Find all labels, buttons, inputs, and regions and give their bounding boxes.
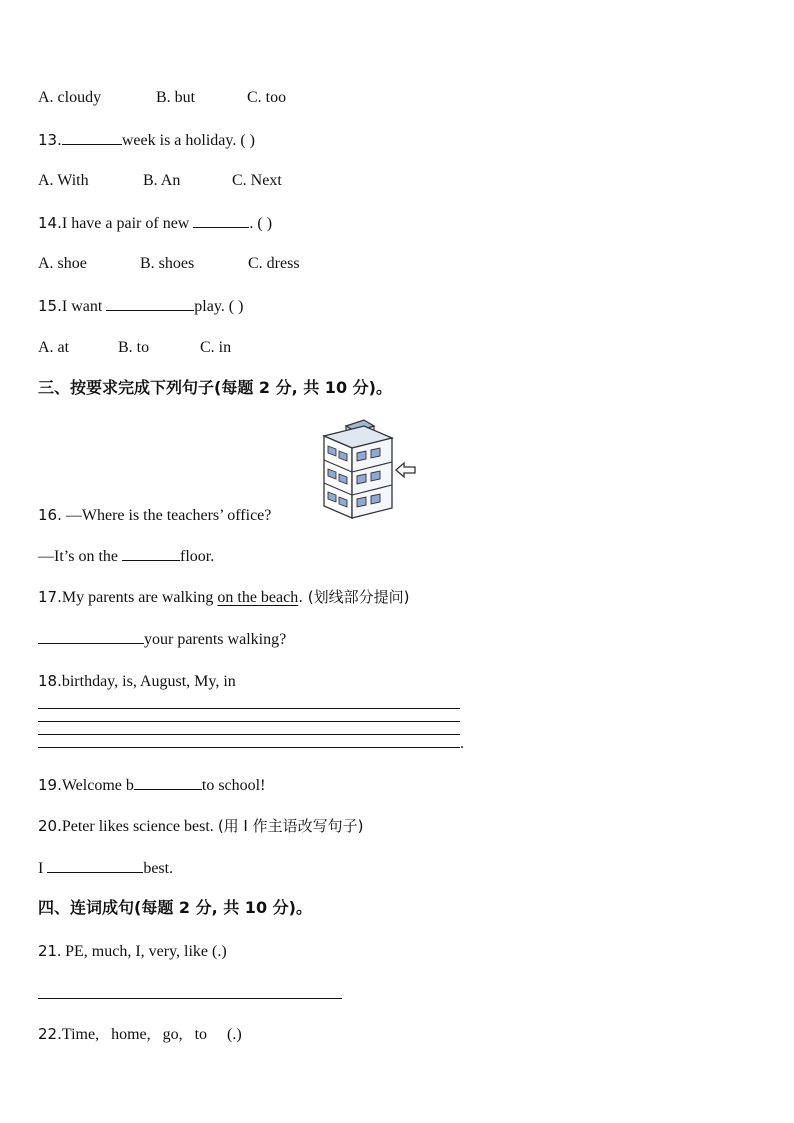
q15-option-a: A. at [38,339,70,356]
answer-prefix: —It’s on the [38,548,118,565]
answer-line[interactable] [38,708,460,709]
answer-blank[interactable] [62,130,122,145]
question-16 [38,505,271,526]
question-text: . PE, much, I, very, like (.) [57,943,227,960]
question-number: 20. [38,817,62,835]
question-number: 22. [38,1025,62,1043]
question-17 [38,587,409,608]
end-period: . [460,735,464,752]
question-15 [38,296,243,317]
question-text: Time, home, go, to (.) [61,1026,242,1043]
answer-blank[interactable] [106,296,194,311]
question-number: 18. [38,672,62,690]
question-number: 14. [38,214,62,232]
question-text: Welcome b [61,777,134,794]
answer-line[interactable] [38,747,460,748]
arrow-left-icon [396,463,415,477]
answer-suffix: best. [143,860,174,877]
q13-option-c: C. Next [232,172,282,189]
answer-line[interactable] [38,998,342,999]
q12-option-c: C. too [247,89,287,106]
q12-option-b: B. but [156,89,196,106]
question-tail: play. ( ) [194,298,244,315]
answer-blank[interactable] [134,775,202,790]
q15-option-b: B. to [118,339,150,356]
section-3-heading: 三、按要求完成下列句子(每题 2 分, 共 10 分)。 [38,378,392,397]
q13-option-a: A. With [38,172,89,189]
question-number: 15. [38,297,62,315]
q14-option-c: C. dress [248,255,300,272]
question-note: . (划线部分提问) [298,588,410,606]
question-number: 16. [38,506,62,524]
answer-blank[interactable] [38,629,144,644]
question-20-answer [38,858,173,879]
answer-blank[interactable] [47,858,143,873]
question-number: 13. [38,131,62,149]
question-13 [38,130,255,151]
question-number: 17. [38,588,62,606]
section-4-heading: 四、连词成句(每题 2 分, 共 10 分)。 [38,898,312,917]
answer-suffix: floor. [180,548,215,565]
q14-option-b: B. shoes [140,255,195,272]
q12-option-a: A. cloudy [38,89,102,106]
question-14 [38,213,272,234]
question-text: birthday, is, August, My, in [61,673,236,690]
question-number: 19. [38,776,62,794]
building-icon [318,418,418,522]
question-tail: to school! [201,777,266,794]
question-17-answer [38,629,286,650]
question-18 [38,671,236,692]
answer-blank[interactable] [193,213,249,228]
question-16-answer [38,546,214,567]
question-19 [38,775,265,796]
answer-blank[interactable] [122,546,180,561]
question-note: (用 I 作主语改写句子) [217,817,364,835]
question-text: I have a pair of new [61,215,190,232]
question-number: 21 [38,942,58,960]
q14-option-a: A. shoe [38,255,87,272]
question-22 [38,1024,242,1045]
q15-option-c: C. in [200,339,232,356]
question-text: My parents are walking [61,589,218,606]
question-text: I want [61,298,103,315]
question-tail: . ( ) [249,215,273,232]
question-21 [38,941,227,962]
answer-prefix: I [38,860,44,877]
q13-option-b: B. An [143,172,181,189]
underlined-phrase: on the beach [217,589,299,606]
question-text: Peter likes science best. [61,818,218,835]
answer-suffix: your parents walking? [144,631,287,648]
answer-line[interactable] [38,734,460,735]
answer-line[interactable] [38,721,460,722]
question-text: —Where is the teachers’ office? [61,507,272,524]
question-20 [38,816,363,837]
question-text: week is a holiday. ( ) [121,132,255,149]
